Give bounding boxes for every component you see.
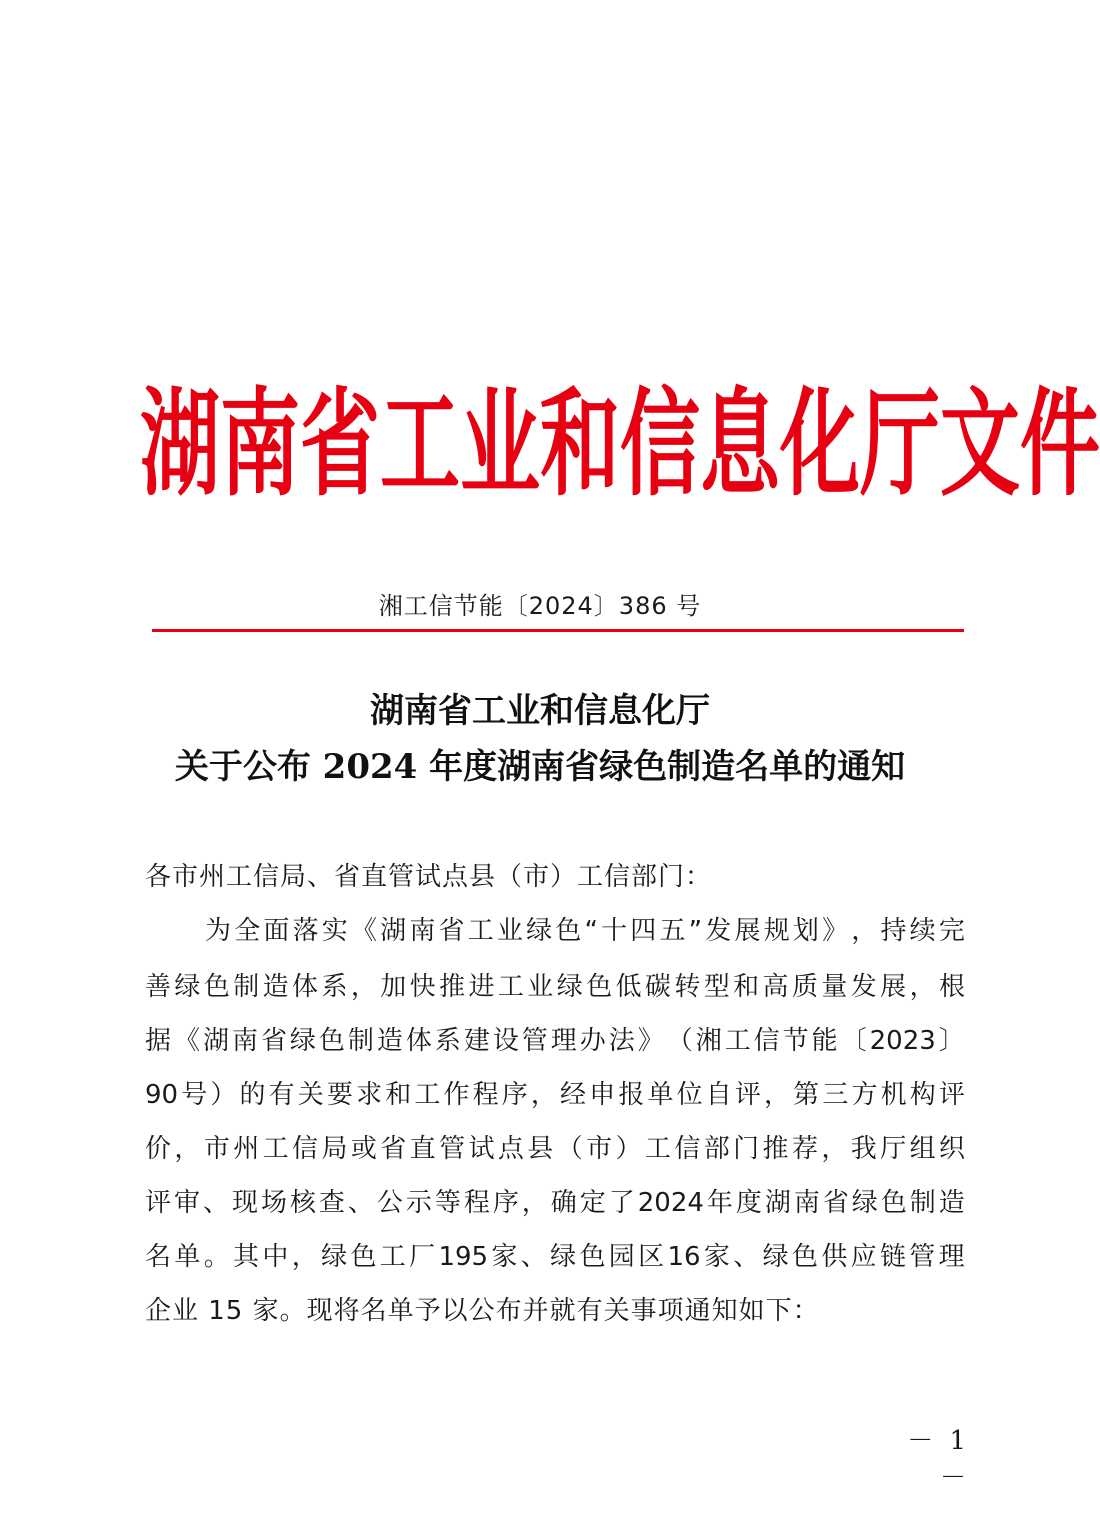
body-glyph: 确 — [550, 1188, 577, 1218]
body-glyph: 和 — [385, 1080, 412, 1110]
body-glyph: 工 — [262, 1134, 289, 1164]
body-glyph: ， — [909, 972, 936, 1002]
body-glyph: “ — [584, 916, 598, 946]
body-glyph: 造 — [262, 972, 289, 1002]
body-glyph: 进 — [468, 972, 495, 1002]
body-glyph: 、 — [520, 1242, 547, 1272]
body-glyph: 色 — [318, 1026, 345, 1056]
body-glyph: 应 — [850, 1242, 877, 1272]
body-glyph: 建 — [463, 1026, 490, 1056]
body-glyph: 》 — [822, 916, 849, 946]
document-title-line-1: 湖南省工业和信息化厅 — [370, 691, 710, 731]
body-glyph: 《 — [350, 916, 377, 946]
body-glyph: ， — [350, 972, 377, 1002]
body-paragraph-line — [145, 1244, 965, 1270]
body-glyph: 落 — [292, 916, 319, 946]
body-glyph: 信 — [753, 1026, 780, 1056]
body-glyph: 色 — [203, 972, 230, 1002]
body-glyph: 工 — [379, 1242, 406, 1272]
body-glyph: 局 — [321, 1134, 348, 1164]
body-glyph: 或 — [350, 1134, 377, 1164]
body-glyph: 制 — [909, 1188, 936, 1218]
body-glyph: 其 — [233, 1242, 260, 1272]
body-glyph: 单 — [647, 1080, 674, 1110]
body-glyph: 善 — [145, 972, 172, 1002]
body-glyph: 推 — [439, 972, 466, 1002]
body-glyph: 公 — [376, 1188, 403, 1218]
body-glyph: 绿 — [556, 972, 583, 1002]
body-glyph: 规 — [763, 916, 790, 946]
body-glyph: 理 — [938, 1242, 965, 1272]
body-glyph: 十 — [601, 916, 628, 946]
body-glyph: 〕 — [938, 1026, 965, 1056]
body-glyph: 自 — [705, 1080, 732, 1110]
body-glyph: 点 — [497, 1134, 524, 1164]
masthead-char: 业 — [460, 376, 540, 512]
body-glyph: 色 — [579, 1242, 606, 1272]
body-glyph: 推 — [762, 1134, 789, 1164]
body-glyph: 〔 — [840, 1026, 867, 1056]
body-glyph: 《 — [173, 1026, 200, 1056]
body-glyph: 碳 — [644, 972, 671, 1002]
body-glyph: 发 — [850, 972, 877, 1002]
body-glyph: 》 — [637, 1026, 664, 1056]
body-glyph: 业 — [496, 916, 523, 946]
body-glyph: 色 — [791, 1242, 818, 1272]
body-glyph: ） — [210, 1080, 237, 1110]
body-glyph: 单 — [174, 1242, 201, 1272]
body-glyph: 部 — [703, 1134, 730, 1164]
body-glyph: 面 — [263, 916, 290, 946]
body-paragraph-line — [145, 1136, 965, 1162]
body-glyph: 园 — [608, 1242, 635, 1272]
body-glyph: 色 — [586, 972, 613, 1002]
body-glyph: 等 — [434, 1188, 461, 1218]
red-divider-line — [152, 629, 964, 632]
body-glyph: ， — [530, 1080, 557, 1110]
body-glyph: ， — [851, 916, 878, 946]
body-glyph: 年 — [706, 1188, 733, 1218]
body-glyph: 的 — [239, 1080, 266, 1110]
body-glyph: ， — [291, 1242, 318, 1272]
body-glyph: 湖 — [202, 1026, 229, 1056]
body-glyph: 质 — [791, 972, 818, 1002]
body-glyph: 划 — [792, 916, 819, 946]
body-glyph: 实 — [321, 916, 348, 946]
body-glyph: 管 — [439, 1134, 466, 1164]
body-glyph: 南 — [409, 916, 436, 946]
body-glyph: 绿 — [321, 1242, 348, 1272]
masthead-char: 信 — [620, 376, 700, 512]
body-glyph: 序 — [501, 1080, 528, 1110]
body-glyph: 绿 — [174, 972, 201, 1002]
body-glyph: 构 — [909, 1080, 936, 1110]
body-glyph: 、 — [347, 1188, 374, 1218]
body-glyph: 信 — [292, 1134, 319, 1164]
body-glyph: 湘 — [695, 1026, 722, 1056]
body-glyph: 四 — [630, 916, 657, 946]
body-glyph: 法 — [608, 1026, 635, 1056]
body-glyph: 州 — [233, 1134, 260, 1164]
masthead-char: 化 — [780, 376, 860, 512]
body-glyph: 五 — [659, 916, 686, 946]
body-glyph: 量 — [821, 972, 848, 1002]
body-glyph: 链 — [879, 1242, 906, 1272]
body-glyph: ， — [764, 1080, 791, 1110]
masthead-char: 文 — [940, 376, 1020, 512]
body-glyph: 为 — [205, 916, 232, 946]
body-paragraph-line: 企业 15 家。现将名单予以公布并就有关事项通知如下： — [145, 1296, 820, 1326]
body-glyph: 、 — [733, 1242, 760, 1272]
body-glyph: 理 — [550, 1026, 577, 1056]
body-glyph: 机 — [880, 1080, 907, 1110]
body-glyph: 三 — [822, 1080, 849, 1110]
body-glyph: 供 — [821, 1242, 848, 1272]
body-glyph: 根 — [938, 972, 965, 1002]
body-glyph: 设 — [492, 1026, 519, 1056]
body-glyph: 经 — [560, 1080, 587, 1110]
body-glyph: 有 — [268, 1080, 295, 1110]
masthead-char: 南 — [220, 376, 300, 512]
body-glyph: 造 — [376, 1026, 403, 1056]
body-glyph: 中 — [262, 1242, 289, 1272]
body-glyph: 省 — [438, 916, 465, 946]
body-paragraph-line — [145, 1028, 965, 1054]
body-glyph: 湖 — [764, 1188, 791, 1218]
body-paragraph-line — [145, 1082, 965, 1108]
body-glyph: 南 — [793, 1188, 820, 1218]
body-glyph: 体 — [405, 1026, 432, 1056]
body-glyph: 快 — [409, 972, 436, 1002]
body-paragraph-line — [145, 974, 965, 1000]
body-paragraph-line — [205, 918, 965, 944]
body-glyph: ， — [174, 1134, 201, 1164]
body-glyph: 第 — [793, 1080, 820, 1110]
body-glyph: 业 — [527, 972, 554, 1002]
body-glyph: 工 — [497, 972, 524, 1002]
body-glyph: 制 — [347, 1026, 374, 1056]
body-glyph: ” — [688, 916, 703, 946]
body-glyph: 评 — [734, 1080, 761, 1110]
body-glyph: 家 — [703, 1242, 730, 1272]
body-glyph: 2024 — [637, 1188, 704, 1218]
body-glyph: 系 — [434, 1026, 461, 1056]
body-glyph: 区 — [638, 1242, 665, 1272]
masthead-char: 厅 — [860, 376, 940, 512]
body-glyph: 要 — [326, 1080, 353, 1110]
body-glyph: 绿 — [762, 1242, 789, 1272]
masthead-red-header — [140, 376, 1100, 512]
body-glyph: 造 — [938, 1188, 965, 1218]
body-glyph: 工 — [724, 1026, 751, 1056]
body-glyph: 荐 — [791, 1134, 818, 1164]
body-glyph: 号 — [181, 1080, 208, 1110]
body-glyph: 信 — [674, 1134, 701, 1164]
body-glyph: 能 — [811, 1026, 838, 1056]
body-glyph: 持 — [880, 916, 907, 946]
masthead-char: 湖 — [140, 376, 220, 512]
body-glyph: 绿 — [289, 1026, 316, 1056]
body-glyph: 组 — [909, 1134, 936, 1164]
body-glyph: 完 — [938, 916, 965, 946]
body-glyph: ） — [615, 1134, 642, 1164]
body-glyph: 现 — [231, 1188, 258, 1218]
body-glyph: 示 — [405, 1188, 432, 1218]
body-glyph: 门 — [733, 1134, 760, 1164]
body-glyph: 市 — [586, 1134, 613, 1164]
body-glyph: 。 — [203, 1242, 230, 1272]
body-glyph: 全 — [234, 916, 261, 946]
salutation: 各市州工信局、省直管试点县（市）工信部门： — [145, 862, 713, 892]
body-glyph: 市 — [203, 1134, 230, 1164]
body-glyph: （ — [666, 1026, 693, 1056]
body-glyph: 节 — [782, 1026, 809, 1056]
body-glyph: 直 — [409, 1134, 436, 1164]
body-glyph: 试 — [468, 1134, 495, 1164]
body-glyph: 查 — [318, 1188, 345, 1218]
body-glyph: （ — [556, 1134, 583, 1164]
body-glyph: 作 — [443, 1080, 470, 1110]
masthead-char: 省 — [300, 376, 380, 512]
body-glyph: 报 — [618, 1080, 645, 1110]
body-glyph: ， — [521, 1188, 548, 1218]
masthead-char: 件 — [1020, 376, 1100, 512]
body-glyph: 和 — [733, 972, 760, 1002]
body-glyph: 16 — [667, 1242, 701, 1272]
body-glyph: 南 — [231, 1026, 258, 1056]
body-glyph: 价 — [145, 1134, 172, 1164]
body-glyph: 绿 — [526, 916, 553, 946]
body-glyph: 湖 — [380, 916, 407, 946]
body-glyph: 加 — [380, 972, 407, 1002]
body-glyph: 定 — [579, 1188, 606, 1218]
body-glyph: 省 — [380, 1134, 407, 1164]
body-glyph: 高 — [762, 972, 789, 1002]
body-glyph: 序 — [492, 1188, 519, 1218]
body-glyph: 工 — [644, 1134, 671, 1164]
body-glyph: 、 — [202, 1188, 229, 1218]
body-glyph: 绿 — [851, 1188, 878, 1218]
body-glyph: 核 — [289, 1188, 316, 1218]
body-glyph: 县 — [527, 1134, 554, 1164]
body-glyph: 审 — [173, 1188, 200, 1218]
body-glyph: 低 — [615, 972, 642, 1002]
body-glyph: 续 — [909, 916, 936, 946]
body-glyph: 色 — [350, 1242, 377, 1272]
body-glyph: 位 — [676, 1080, 703, 1110]
document-title-line-2: 关于公布 2024 年度湖南省绿色制造名单的通知 — [174, 747, 906, 787]
body-glyph: 家 — [491, 1242, 518, 1272]
body-glyph: 求 — [356, 1080, 383, 1110]
body-glyph: 织 — [938, 1134, 965, 1164]
body-glyph: 195 — [438, 1242, 489, 1272]
masthead-char: 息 — [700, 376, 780, 512]
body-glyph: 管 — [521, 1026, 548, 1056]
body-glyph: 工 — [414, 1080, 441, 1110]
body-glyph: 制 — [233, 972, 260, 1002]
body-glyph: 据 — [145, 1026, 172, 1056]
document-number: 湘工信节能〔2024〕386 号 — [378, 592, 702, 620]
body-glyph: 程 — [472, 1080, 499, 1110]
body-glyph: 发 — [705, 916, 732, 946]
body-glyph: 度 — [735, 1188, 762, 1218]
body-glyph: 评 — [938, 1080, 965, 1110]
body-glyph: 2023 — [869, 1026, 936, 1056]
body-glyph: 程 — [463, 1188, 490, 1218]
body-glyph: 名 — [145, 1242, 172, 1272]
body-glyph: 管 — [909, 1242, 936, 1272]
body-glyph: 场 — [260, 1188, 287, 1218]
body-glyph: 转 — [674, 972, 701, 1002]
body-glyph: 省 — [822, 1188, 849, 1218]
body-glyph: 了 — [608, 1188, 635, 1218]
body-glyph: 体 — [292, 972, 319, 1002]
page-number: － 1 － — [907, 1426, 970, 1493]
body-glyph: 色 — [880, 1188, 907, 1218]
body-glyph: ， — [821, 1134, 848, 1164]
masthead-char: 和 — [540, 376, 620, 512]
body-glyph: 方 — [851, 1080, 878, 1110]
body-glyph: 厅 — [880, 1134, 907, 1164]
body-glyph: 型 — [703, 972, 730, 1002]
body-glyph: 色 — [555, 916, 582, 946]
body-glyph: 展 — [734, 916, 761, 946]
body-paragraph-line — [145, 1190, 965, 1216]
body-glyph: 展 — [880, 972, 907, 1002]
body-glyph: 申 — [589, 1080, 616, 1110]
body-glyph: 省 — [260, 1026, 287, 1056]
body-glyph: 90 — [145, 1080, 179, 1110]
body-glyph: 关 — [297, 1080, 324, 1110]
body-glyph: 评 — [145, 1188, 172, 1218]
body-glyph: 工 — [467, 916, 494, 946]
body-glyph: 办 — [579, 1026, 606, 1056]
body-glyph: 厂 — [409, 1242, 436, 1272]
masthead-char: 工 — [380, 376, 460, 512]
body-glyph: 系 — [321, 972, 348, 1002]
body-glyph: 我 — [850, 1134, 877, 1164]
body-glyph: 绿 — [550, 1242, 577, 1272]
